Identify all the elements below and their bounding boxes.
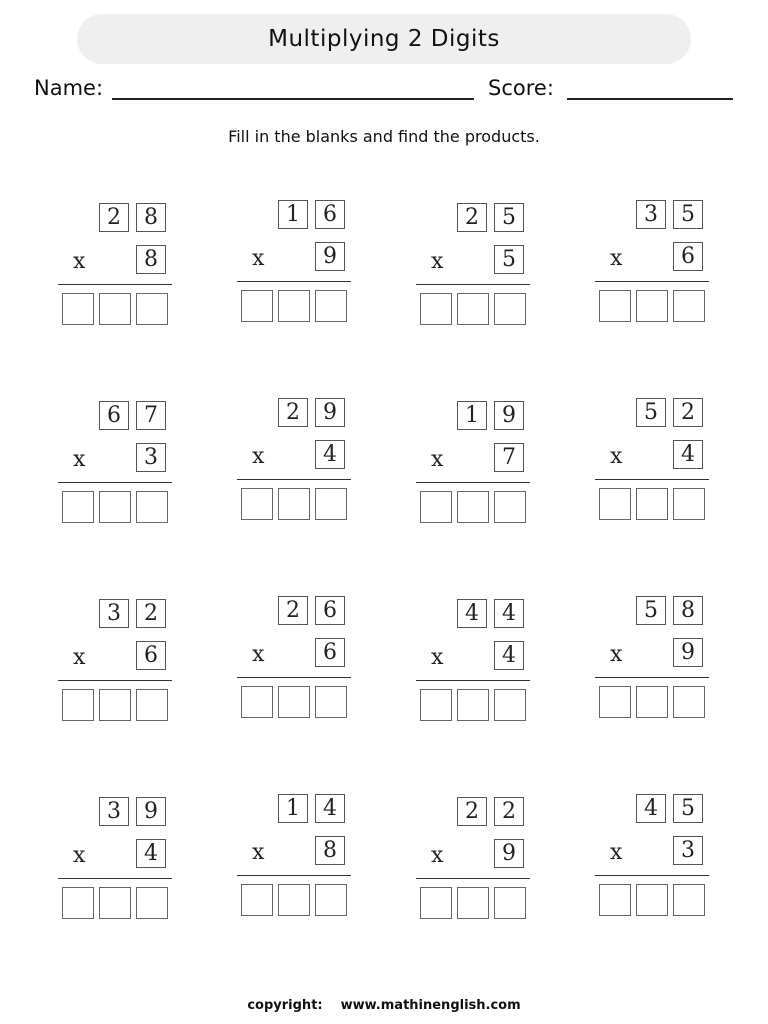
answer-hundreds-box[interactable] <box>62 491 94 523</box>
ones-digit-box: 2 <box>136 599 166 628</box>
answer-rule-line <box>58 878 172 879</box>
multiplier-digit-box: 4 <box>494 641 524 670</box>
multiplier-digit-box: 7 <box>494 443 524 472</box>
multiply-sign: x <box>610 840 623 865</box>
multiplication-problem <box>595 594 709 726</box>
answer-tens-box[interactable] <box>636 488 668 520</box>
answer-rule-line <box>58 482 172 483</box>
multiplier-digit-box: 4 <box>673 440 703 469</box>
multiplier-digit-box: 5 <box>494 245 524 274</box>
answer-rule-line <box>416 482 530 483</box>
tens-digit-box: 1 <box>278 200 308 229</box>
ones-digit-box: 9 <box>136 797 166 826</box>
name-label: Name: <box>34 76 104 100</box>
answer-rule-line <box>595 677 709 678</box>
tens-digit-box: 6 <box>99 401 129 430</box>
answer-rule-line <box>416 680 530 681</box>
answer-tens-box[interactable] <box>278 884 310 916</box>
answer-hundreds-box[interactable] <box>62 293 94 325</box>
ones-digit-box: 2 <box>673 398 703 427</box>
answer-hundreds-box[interactable] <box>599 488 631 520</box>
tens-digit-box: 3 <box>99 797 129 826</box>
multiply-sign: x <box>73 249 86 274</box>
ones-digit-box: 5 <box>673 794 703 823</box>
ones-digit-box: 6 <box>315 596 345 625</box>
answer-ones-box[interactable] <box>494 491 526 523</box>
answer-rule-line <box>595 875 709 876</box>
multiplier-digit-box: 3 <box>136 443 166 472</box>
multiplication-problem <box>595 198 709 330</box>
multiplier-digit-box: 8 <box>136 245 166 274</box>
multiplication-problem <box>416 795 530 927</box>
answer-tens-box[interactable] <box>457 491 489 523</box>
multiplication-problem <box>416 201 530 333</box>
answer-ones-box[interactable] <box>315 686 347 718</box>
name-score-row <box>34 76 739 106</box>
tens-digit-box: 3 <box>636 200 666 229</box>
answer-hundreds-box[interactable] <box>599 686 631 718</box>
answer-hundreds-box[interactable] <box>420 689 452 721</box>
multiplication-problem <box>58 201 172 333</box>
multiplication-problem <box>58 597 172 729</box>
ones-digit-box: 8 <box>673 596 703 625</box>
answer-tens-box[interactable] <box>636 686 668 718</box>
answer-hundreds-box[interactable] <box>241 488 273 520</box>
answer-rule-line <box>237 875 351 876</box>
answer-tens-box[interactable] <box>636 290 668 322</box>
multiply-sign: x <box>252 246 265 271</box>
multiply-sign: x <box>431 843 444 868</box>
multiply-sign: x <box>252 642 265 667</box>
multiplier-digit-box: 4 <box>136 839 166 868</box>
multiply-sign: x <box>431 447 444 472</box>
answer-ones-box[interactable] <box>673 686 705 718</box>
tens-digit-box: 2 <box>457 797 487 826</box>
answer-rule-line <box>237 479 351 480</box>
tens-digit-box: 5 <box>636 398 666 427</box>
multiplication-problem <box>237 396 351 528</box>
answer-ones-box[interactable] <box>673 290 705 322</box>
answer-ones-box[interactable] <box>494 293 526 325</box>
multiplier-digit-box: 6 <box>673 242 703 271</box>
ones-digit-box: 4 <box>315 794 345 823</box>
answer-tens-box[interactable] <box>99 689 131 721</box>
tens-digit-box: 4 <box>457 599 487 628</box>
tens-digit-box: 5 <box>636 596 666 625</box>
multiply-sign: x <box>73 447 86 472</box>
answer-hundreds-box[interactable] <box>420 293 452 325</box>
score-field[interactable] <box>567 98 733 100</box>
answer-rule-line <box>595 281 709 282</box>
multiply-sign: x <box>431 249 444 274</box>
answer-ones-box[interactable] <box>494 689 526 721</box>
multiplication-problem <box>237 198 351 330</box>
multiply-sign: x <box>73 645 86 670</box>
answer-tens-box[interactable] <box>278 488 310 520</box>
tens-digit-box: 2 <box>99 203 129 232</box>
answer-ones-box[interactable] <box>315 488 347 520</box>
answer-tens-box[interactable] <box>278 290 310 322</box>
answer-tens-box[interactable] <box>457 293 489 325</box>
score-label: Score: <box>488 76 554 100</box>
answer-rule-line <box>416 878 530 879</box>
answer-ones-box[interactable] <box>494 887 526 919</box>
ones-digit-box: 2 <box>494 797 524 826</box>
answer-rule-line <box>237 677 351 678</box>
answer-ones-box[interactable] <box>315 884 347 916</box>
answer-ones-box[interactable] <box>136 887 168 919</box>
ones-digit-box: 8 <box>136 203 166 232</box>
answer-tens-box[interactable] <box>99 887 131 919</box>
ones-digit-box: 5 <box>673 200 703 229</box>
multiplication-problem <box>237 792 351 924</box>
multiplier-digit-box: 9 <box>673 638 703 667</box>
answer-rule-line <box>416 284 530 285</box>
tens-digit-box: 1 <box>457 401 487 430</box>
name-field[interactable] <box>112 98 474 100</box>
title-banner <box>77 14 691 64</box>
multiply-sign: x <box>610 642 623 667</box>
multiplier-digit-box: 9 <box>315 242 345 271</box>
answer-tens-box[interactable] <box>99 293 131 325</box>
multiplication-problem <box>595 396 709 528</box>
tens-digit-box: 2 <box>278 596 308 625</box>
ones-digit-box: 7 <box>136 401 166 430</box>
answer-rule-line <box>595 479 709 480</box>
ones-digit-box: 9 <box>494 401 524 430</box>
tens-digit-box: 2 <box>278 398 308 427</box>
ones-digit-box: 5 <box>494 203 524 232</box>
answer-tens-box[interactable] <box>457 887 489 919</box>
answer-tens-box[interactable] <box>636 884 668 916</box>
multiplier-digit-box: 8 <box>315 836 345 865</box>
multiplication-problem <box>416 597 530 729</box>
answer-tens-box[interactable] <box>457 689 489 721</box>
multiply-sign: x <box>610 444 623 469</box>
answer-hundreds-box[interactable] <box>241 290 273 322</box>
answer-tens-box[interactable] <box>99 491 131 523</box>
copyright-label: copyright: <box>247 998 323 1013</box>
answer-hundreds-box[interactable] <box>420 887 452 919</box>
multiplier-digit-box: 4 <box>315 440 345 469</box>
multiplier-digit-box: 6 <box>315 638 345 667</box>
answer-hundreds-box[interactable] <box>599 884 631 916</box>
answer-ones-box[interactable] <box>136 689 168 721</box>
answer-ones-box[interactable] <box>673 488 705 520</box>
answer-hundreds-box[interactable] <box>599 290 631 322</box>
multiply-sign: x <box>252 444 265 469</box>
multiplication-problem <box>58 399 172 531</box>
ones-digit-box: 9 <box>315 398 345 427</box>
website-link[interactable]: www.mathinenglish.com <box>340 998 521 1013</box>
multiplication-problem <box>58 795 172 927</box>
instructions: Fill in the blanks and find the products. <box>228 127 540 146</box>
answer-hundreds-box[interactable] <box>62 689 94 721</box>
multiplier-digit-box: 9 <box>494 839 524 868</box>
multiplication-problem <box>595 792 709 924</box>
tens-digit-box: 2 <box>457 203 487 232</box>
answer-tens-box[interactable] <box>278 686 310 718</box>
tens-digit-box: 4 <box>636 794 666 823</box>
multiplier-digit-box: 6 <box>136 641 166 670</box>
ones-digit-box: 4 <box>494 599 524 628</box>
answer-hundreds-box[interactable] <box>62 887 94 919</box>
answer-hundreds-box[interactable] <box>241 686 273 718</box>
answer-rule-line <box>58 284 172 285</box>
footer <box>0 998 768 1013</box>
multiply-sign: x <box>610 246 623 271</box>
multiplier-digit-box: 3 <box>673 836 703 865</box>
answer-hundreds-box[interactable] <box>420 491 452 523</box>
answer-hundreds-box[interactable] <box>241 884 273 916</box>
answer-ones-box[interactable] <box>136 293 168 325</box>
worksheet-title: Multiplying 2 Digits <box>268 26 500 52</box>
multiply-sign: x <box>252 840 265 865</box>
multiplication-problem <box>416 399 530 531</box>
multiplication-problem <box>237 594 351 726</box>
multiply-sign: x <box>73 843 86 868</box>
tens-digit-box: 3 <box>99 599 129 628</box>
answer-ones-box[interactable] <box>315 290 347 322</box>
tens-digit-box: 1 <box>278 794 308 823</box>
ones-digit-box: 6 <box>315 200 345 229</box>
answer-rule-line <box>58 680 172 681</box>
answer-rule-line <box>237 281 351 282</box>
answer-ones-box[interactable] <box>136 491 168 523</box>
multiply-sign: x <box>431 645 444 670</box>
answer-ones-box[interactable] <box>673 884 705 916</box>
